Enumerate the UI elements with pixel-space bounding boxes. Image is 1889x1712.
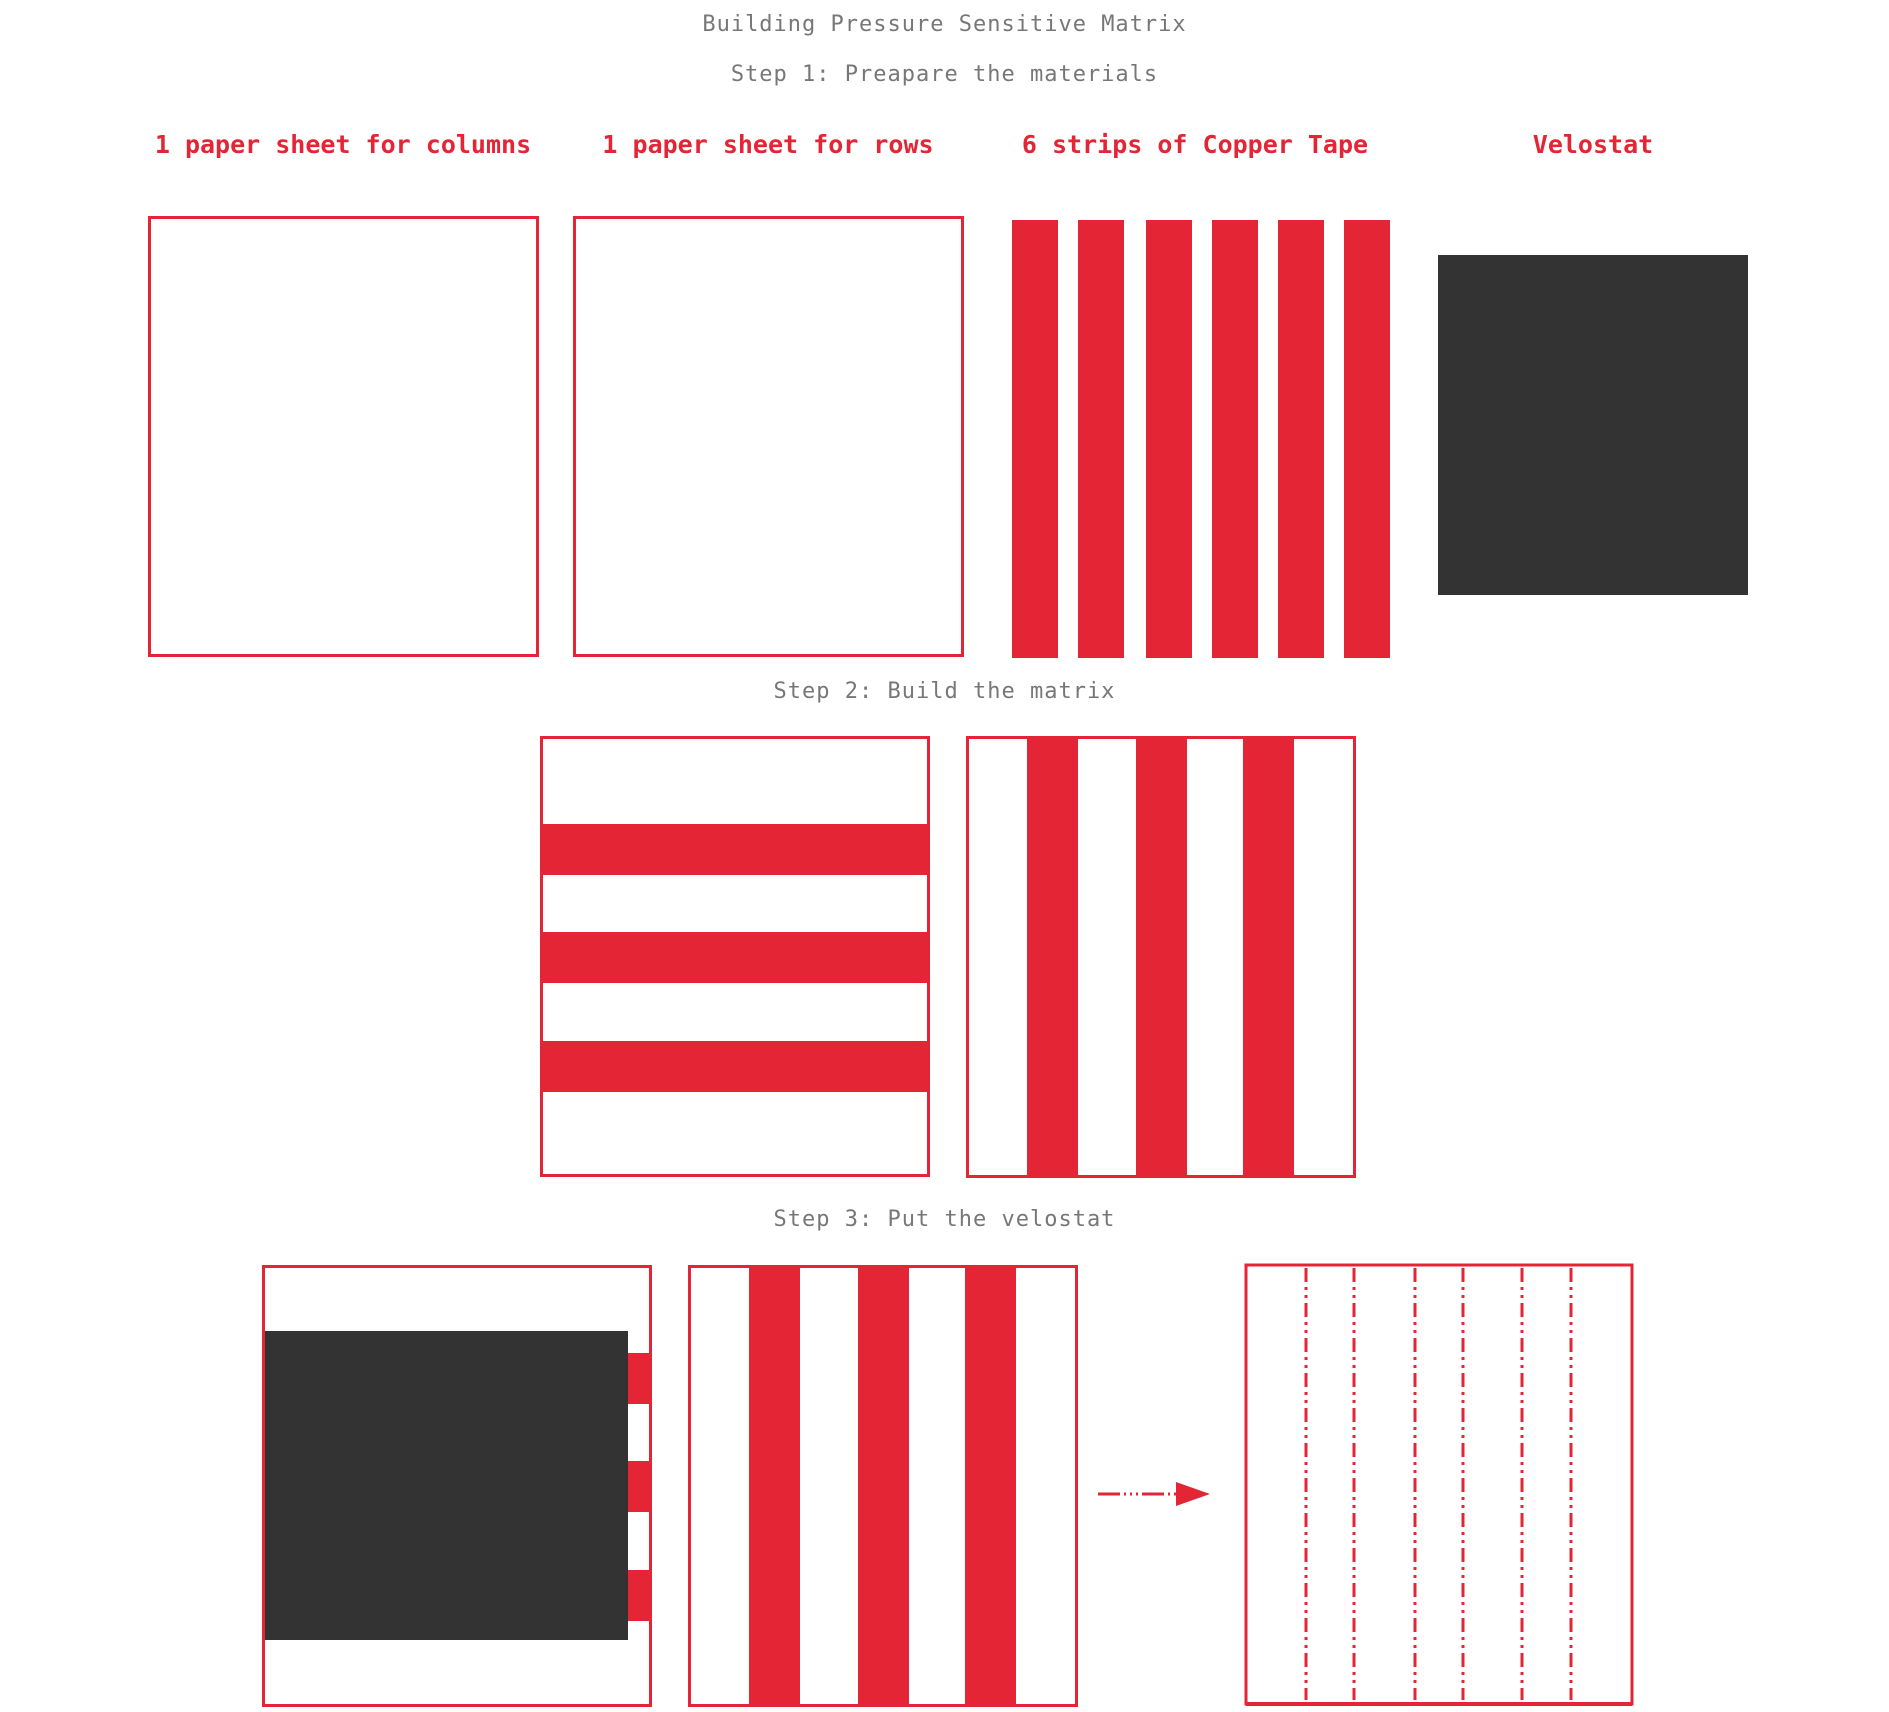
rows-sheet-label: 1 paper sheet for rows <box>602 130 934 159</box>
velostat-label: Velostat <box>1532 130 1654 159</box>
assembled-matrix-frame <box>1246 1265 1632 1704</box>
columns-sheet-label: 1 paper sheet for columns <box>154 130 532 159</box>
page-title: Building Pressure Sensitive Matrix <box>702 12 1187 37</box>
step-3-heading: Step 3: Put the velostat <box>773 1207 1116 1232</box>
hidden-column-lines <box>1306 1268 1571 1700</box>
step-2-heading: Step 2: Build the matrix <box>773 679 1116 704</box>
copper-tape-label: 6 strips of Copper Tape <box>1021 130 1369 159</box>
step-1-heading: Step 1: Preapare the materials <box>730 62 1159 87</box>
dashed-arrow <box>1098 1482 1210 1506</box>
